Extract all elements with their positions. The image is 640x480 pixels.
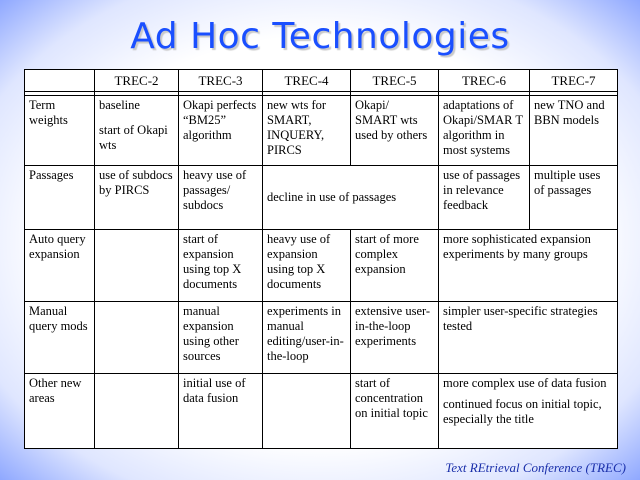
cell-auto-trec5: start of more complex expansion — [351, 230, 439, 302]
cell-manual-trec5: extensive user-in-the-loop experiments — [351, 302, 439, 374]
row-other-new-areas — [25, 374, 618, 449]
cell-other-trec4 — [263, 374, 351, 449]
cell-other-trec5: start of concentration on initial topic — [351, 374, 439, 449]
row-passages — [25, 166, 618, 230]
slide-title: Ad Hoc Technologies — [130, 16, 510, 57]
row-manual-query-mods — [25, 302, 618, 374]
cell-auto-trec2 — [95, 230, 179, 302]
cell-other-trec67-a: more complex use of data fusion — [443, 376, 607, 390]
header-trec-2: TREC-2 — [95, 70, 179, 92]
header-trec-7: TREC-7 — [530, 70, 618, 92]
cell-other-trec2 — [95, 374, 179, 449]
row-label: Manual query mods — [25, 302, 95, 374]
cell-manual-trec3: manual expansion using other sources — [179, 302, 263, 374]
cell-auto-trec3: start of expansion using top X documents — [179, 230, 263, 302]
row-label: Auto query expansion — [25, 230, 95, 302]
cell-manual-trec2 — [95, 302, 179, 374]
cell-term-trec2-a: baseline — [99, 98, 140, 112]
footer-caption: Text REtrieval Conference (TREC) — [445, 460, 626, 475]
cell-other-trec67 — [439, 374, 618, 449]
header-trec-3: TREC-3 — [179, 70, 263, 92]
cell-passages-trec2: use of subdocs by PIRCS — [95, 166, 179, 230]
cell-passages-trec3: heavy use of passages/ subdocs — [179, 166, 263, 230]
cell-other-trec67-b: continued focus on initial topic, especially the title — [443, 397, 602, 426]
cell-term-trec7: new TNO and BBN models — [530, 96, 618, 166]
header-trec-5: TREC-5 — [351, 70, 439, 92]
cell-auto-trec4: heavy use of expansion using top X documents — [263, 230, 351, 302]
cell-term-trec3: Okapi perfects “BM25” algorithm — [179, 96, 263, 166]
header-trec-6: TREC-6 — [439, 70, 530, 92]
row-label: Term weights — [25, 96, 95, 166]
cell-term-trec2 — [95, 96, 179, 166]
cell-other-trec3: initial use of data fusion — [179, 374, 263, 449]
cell-term-trec2-b: start of Okapi wts — [99, 123, 168, 152]
technologies-table — [24, 69, 618, 449]
row-label: Passages — [25, 166, 95, 230]
row-auto-query-expansion — [25, 230, 618, 302]
row-term-weights — [25, 96, 618, 166]
cell-term-trec5: Okapi/ SMART wts used by others — [351, 96, 439, 166]
cell-term-trec6: adaptations of Okapi/SMAR T algorithm in most systems — [439, 96, 530, 166]
cell-auto-trec67: more sophisticated expansion experiments by many groups — [439, 230, 618, 302]
cell-manual-trec4: experiments in manual editing/user-in-the-loop — [263, 302, 351, 374]
cell-passages-trec7: multiple uses of passages — [530, 166, 618, 230]
cell-term-trec4: new wts for SMART, INQUERY, PIRCS — [263, 96, 351, 166]
row-label: Other new areas — [25, 374, 95, 449]
cell-passages-trec45: decline in use of passages — [263, 166, 439, 230]
header-corner — [25, 70, 95, 92]
header-trec-4: TREC-4 — [263, 70, 351, 92]
cell-manual-trec67: simpler user-specific strategies tested — [439, 302, 618, 374]
header-row — [25, 70, 618, 92]
cell-passages-trec6: use of passages in relevance feedback — [439, 166, 530, 230]
